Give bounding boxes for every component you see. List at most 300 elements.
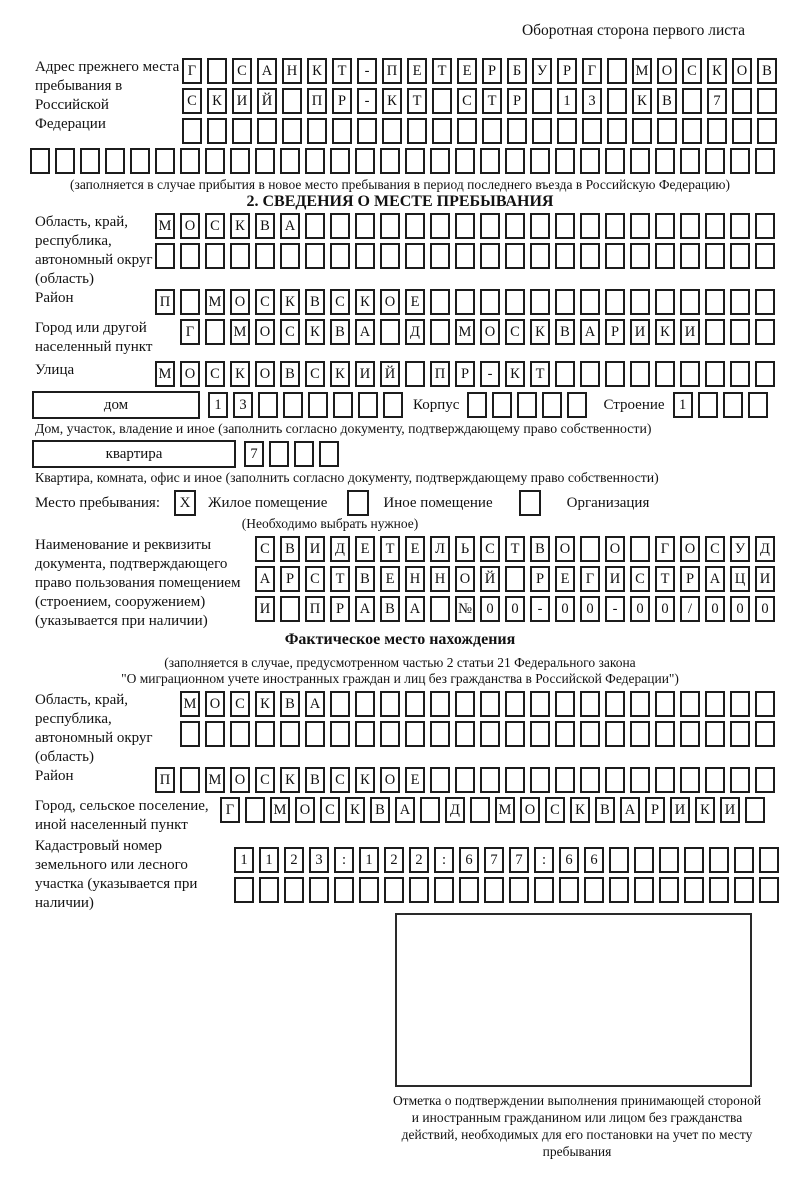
char-cell[interactable] xyxy=(383,392,403,418)
char-cell[interactable] xyxy=(330,148,350,174)
char-cell[interactable] xyxy=(430,213,450,239)
char-cell[interactable] xyxy=(745,797,765,823)
char-cell[interactable] xyxy=(405,213,425,239)
char-cell[interactable] xyxy=(530,721,550,747)
char-cell[interactable]: В xyxy=(305,289,325,315)
char-cell[interactable]: О xyxy=(230,767,250,793)
char-cell[interactable] xyxy=(659,847,679,873)
char-cell[interactable] xyxy=(305,213,325,239)
char-cell[interactable] xyxy=(330,213,350,239)
char-cell[interactable] xyxy=(257,118,277,144)
char-cell[interactable]: К xyxy=(505,361,525,387)
char-cell[interactable]: Т xyxy=(655,566,675,592)
char-cell[interactable]: С xyxy=(682,58,702,84)
char-cell[interactable]: К xyxy=(280,289,300,315)
char-cell[interactable]: Е xyxy=(405,289,425,315)
char-cell[interactable] xyxy=(723,392,743,418)
char-cell[interactable] xyxy=(655,213,675,239)
char-cell[interactable]: - xyxy=(530,596,550,622)
char-cell[interactable] xyxy=(409,877,429,903)
char-cell[interactable]: 6 xyxy=(559,847,579,873)
char-cell[interactable]: Ц xyxy=(730,566,750,592)
char-cell[interactable] xyxy=(505,721,525,747)
char-cell[interactable] xyxy=(605,243,625,269)
char-cell[interactable]: С xyxy=(630,566,650,592)
char-cell[interactable] xyxy=(480,148,500,174)
char-cell[interactable] xyxy=(380,691,400,717)
char-cell[interactable]: 7 xyxy=(707,88,727,114)
char-cell[interactable]: С xyxy=(255,289,275,315)
char-cell[interactable]: С xyxy=(305,361,325,387)
char-cell[interactable]: Й xyxy=(480,566,500,592)
char-cell[interactable] xyxy=(430,289,450,315)
char-cell[interactable] xyxy=(305,148,325,174)
char-cell[interactable]: Й xyxy=(380,361,400,387)
char-cell[interactable]: Г xyxy=(580,566,600,592)
char-cell[interactable]: А xyxy=(255,566,275,592)
char-cell[interactable]: : xyxy=(334,847,354,873)
char-cell[interactable] xyxy=(680,148,700,174)
char-cell[interactable] xyxy=(305,721,325,747)
char-cell[interactable]: В xyxy=(280,361,300,387)
char-cell[interactable] xyxy=(730,213,750,239)
char-cell[interactable] xyxy=(505,691,525,717)
char-cell[interactable]: П xyxy=(155,289,175,315)
char-cell[interactable]: М xyxy=(495,797,515,823)
char-cell[interactable] xyxy=(180,721,200,747)
char-cell[interactable] xyxy=(430,319,450,345)
char-cell[interactable]: Л xyxy=(430,536,450,562)
char-cell[interactable] xyxy=(505,289,525,315)
char-cell[interactable] xyxy=(655,691,675,717)
char-cell[interactable]: С xyxy=(545,797,565,823)
char-cell[interactable] xyxy=(532,118,552,144)
char-cell[interactable] xyxy=(709,847,729,873)
char-cell[interactable]: С xyxy=(330,767,350,793)
char-cell[interactable] xyxy=(358,392,378,418)
char-cell[interactable] xyxy=(455,243,475,269)
char-cell[interactable]: К xyxy=(695,797,715,823)
char-cell[interactable] xyxy=(380,243,400,269)
char-cell[interactable] xyxy=(517,392,537,418)
char-cell[interactable] xyxy=(380,319,400,345)
char-cell[interactable] xyxy=(730,289,750,315)
char-cell[interactable] xyxy=(730,721,750,747)
char-cell[interactable] xyxy=(530,243,550,269)
char-cell[interactable]: 1 xyxy=(359,847,379,873)
char-cell[interactable]: К xyxy=(570,797,590,823)
char-cell[interactable]: Е xyxy=(407,58,427,84)
char-cell[interactable] xyxy=(759,877,779,903)
char-cell[interactable]: К xyxy=(632,88,652,114)
char-cell[interactable] xyxy=(230,243,250,269)
char-cell[interactable] xyxy=(682,88,702,114)
char-cell[interactable] xyxy=(332,118,352,144)
char-cell[interactable] xyxy=(509,877,529,903)
char-cell[interactable] xyxy=(734,847,754,873)
char-cell[interactable] xyxy=(180,243,200,269)
char-cell[interactable]: И xyxy=(605,566,625,592)
char-cell[interactable]: В xyxy=(380,596,400,622)
char-cell[interactable] xyxy=(630,536,650,562)
char-cell[interactable]: О xyxy=(455,566,475,592)
char-cell[interactable]: О xyxy=(180,213,200,239)
char-cell[interactable] xyxy=(755,148,775,174)
char-cell[interactable]: / xyxy=(680,596,700,622)
char-cell[interactable] xyxy=(630,289,650,315)
char-cell[interactable]: О xyxy=(480,319,500,345)
char-cell[interactable] xyxy=(80,148,100,174)
char-cell[interactable] xyxy=(580,767,600,793)
char-cell[interactable]: С xyxy=(505,319,525,345)
char-cell[interactable] xyxy=(505,213,525,239)
char-cell[interactable] xyxy=(657,118,677,144)
char-cell[interactable]: С xyxy=(232,58,252,84)
char-cell[interactable]: Р xyxy=(280,566,300,592)
char-cell[interactable]: К xyxy=(305,319,325,345)
char-cell[interactable]: Р xyxy=(455,361,475,387)
char-cell[interactable]: Д xyxy=(755,536,775,562)
char-cell[interactable] xyxy=(484,877,504,903)
char-cell[interactable]: 3 xyxy=(309,847,329,873)
char-cell[interactable]: И xyxy=(720,797,740,823)
char-cell[interactable] xyxy=(380,148,400,174)
char-cell[interactable]: В xyxy=(255,213,275,239)
char-cell[interactable]: И xyxy=(755,566,775,592)
char-cell[interactable]: Р xyxy=(605,319,625,345)
char-cell[interactable]: 1 xyxy=(208,392,228,418)
char-cell[interactable]: С xyxy=(280,319,300,345)
char-cell[interactable]: А xyxy=(257,58,277,84)
char-cell[interactable]: О xyxy=(255,319,275,345)
char-cell[interactable]: 0 xyxy=(480,596,500,622)
char-cell[interactable]: С xyxy=(480,536,500,562)
char-cell[interactable] xyxy=(282,88,302,114)
char-cell[interactable] xyxy=(180,148,200,174)
char-cell[interactable]: О xyxy=(295,797,315,823)
char-cell[interactable]: О xyxy=(732,58,752,84)
char-cell[interactable]: : xyxy=(534,847,554,873)
char-cell[interactable] xyxy=(467,392,487,418)
char-cell[interactable] xyxy=(455,691,475,717)
char-cell[interactable] xyxy=(480,243,500,269)
char-cell[interactable] xyxy=(757,118,777,144)
char-cell[interactable]: У xyxy=(730,536,750,562)
char-cell[interactable] xyxy=(319,441,339,467)
char-cell[interactable]: В xyxy=(305,767,325,793)
char-cell[interactable] xyxy=(730,243,750,269)
char-cell[interactable] xyxy=(180,289,200,315)
char-cell[interactable] xyxy=(530,767,550,793)
char-cell[interactable]: А xyxy=(280,213,300,239)
char-cell[interactable]: 0 xyxy=(755,596,775,622)
char-cell[interactable] xyxy=(294,441,314,467)
char-cell[interactable] xyxy=(567,392,587,418)
char-cell[interactable] xyxy=(155,148,175,174)
char-cell[interactable]: И xyxy=(232,88,252,114)
char-cell[interactable]: Й xyxy=(257,88,277,114)
char-cell[interactable] xyxy=(755,289,775,315)
char-cell[interactable]: В xyxy=(280,691,300,717)
char-cell[interactable] xyxy=(30,148,50,174)
char-cell[interactable] xyxy=(470,797,490,823)
char-cell[interactable]: П xyxy=(155,767,175,793)
char-cell[interactable]: 1 xyxy=(259,847,279,873)
char-cell[interactable]: Б xyxy=(507,58,527,84)
char-cell[interactable]: Ь xyxy=(455,536,475,562)
char-cell[interactable] xyxy=(755,319,775,345)
char-cell[interactable] xyxy=(680,213,700,239)
char-cell[interactable]: С xyxy=(182,88,202,114)
char-cell[interactable]: П xyxy=(305,596,325,622)
char-cell[interactable]: П xyxy=(307,88,327,114)
char-cell[interactable] xyxy=(730,767,750,793)
char-cell[interactable]: - xyxy=(357,88,377,114)
char-cell[interactable]: Р xyxy=(680,566,700,592)
char-cell[interactable] xyxy=(730,361,750,387)
char-cell[interactable] xyxy=(580,289,600,315)
char-cell[interactable] xyxy=(732,118,752,144)
char-cell[interactable] xyxy=(634,847,654,873)
char-cell[interactable] xyxy=(355,148,375,174)
char-cell[interactable] xyxy=(707,118,727,144)
char-cell[interactable]: Р xyxy=(330,596,350,622)
char-cell[interactable]: А xyxy=(580,319,600,345)
char-cell[interactable] xyxy=(505,767,525,793)
char-cell[interactable]: П xyxy=(382,58,402,84)
char-cell[interactable]: С xyxy=(255,536,275,562)
char-cell[interactable] xyxy=(605,721,625,747)
checkbox-residential[interactable]: X xyxy=(174,490,196,516)
char-cell[interactable]: И xyxy=(305,536,325,562)
char-cell[interactable] xyxy=(682,118,702,144)
char-cell[interactable] xyxy=(607,58,627,84)
char-cell[interactable]: В xyxy=(280,536,300,562)
char-cell[interactable] xyxy=(330,243,350,269)
char-cell[interactable]: Н xyxy=(430,566,450,592)
char-cell[interactable]: А xyxy=(395,797,415,823)
char-cell[interactable] xyxy=(684,847,704,873)
char-cell[interactable]: И xyxy=(355,361,375,387)
char-cell[interactable] xyxy=(630,243,650,269)
char-cell[interactable]: 6 xyxy=(584,847,604,873)
char-cell[interactable] xyxy=(605,289,625,315)
char-cell[interactable] xyxy=(630,691,650,717)
char-cell[interactable]: Т xyxy=(505,536,525,562)
char-cell[interactable]: : xyxy=(434,847,454,873)
char-cell[interactable] xyxy=(605,148,625,174)
char-cell[interactable] xyxy=(230,721,250,747)
char-cell[interactable]: О xyxy=(680,536,700,562)
char-cell[interactable] xyxy=(705,289,725,315)
char-cell[interactable]: 1 xyxy=(234,847,254,873)
char-cell[interactable] xyxy=(455,767,475,793)
char-cell[interactable]: 0 xyxy=(555,596,575,622)
char-cell[interactable]: Г xyxy=(582,58,602,84)
char-cell[interactable] xyxy=(755,243,775,269)
char-cell[interactable] xyxy=(655,767,675,793)
char-cell[interactable] xyxy=(455,721,475,747)
char-cell[interactable]: С xyxy=(230,691,250,717)
char-cell[interactable] xyxy=(582,118,602,144)
char-cell[interactable]: № xyxy=(455,596,475,622)
char-cell[interactable]: К xyxy=(707,58,727,84)
char-cell[interactable] xyxy=(655,361,675,387)
char-cell[interactable] xyxy=(430,596,450,622)
char-cell[interactable]: 0 xyxy=(630,596,650,622)
char-cell[interactable] xyxy=(355,691,375,717)
char-cell[interactable]: А xyxy=(355,596,375,622)
char-cell[interactable]: К xyxy=(230,213,250,239)
char-cell[interactable] xyxy=(757,88,777,114)
char-cell[interactable]: В xyxy=(330,319,350,345)
char-cell[interactable]: А xyxy=(405,596,425,622)
char-cell[interactable]: 0 xyxy=(655,596,675,622)
char-cell[interactable] xyxy=(380,721,400,747)
char-cell[interactable] xyxy=(280,243,300,269)
char-cell[interactable] xyxy=(748,392,768,418)
char-cell[interactable]: И xyxy=(680,319,700,345)
char-cell[interactable] xyxy=(55,148,75,174)
char-cell[interactable]: С xyxy=(705,536,725,562)
char-cell[interactable] xyxy=(655,721,675,747)
char-cell[interactable]: О xyxy=(380,289,400,315)
char-cell[interactable]: 0 xyxy=(505,596,525,622)
char-cell[interactable]: К xyxy=(355,767,375,793)
char-cell[interactable] xyxy=(680,691,700,717)
char-cell[interactable] xyxy=(530,148,550,174)
char-cell[interactable]: И xyxy=(670,797,690,823)
char-cell[interactable] xyxy=(180,767,200,793)
char-cell[interactable] xyxy=(384,877,404,903)
char-cell[interactable]: Д xyxy=(445,797,465,823)
char-cell[interactable] xyxy=(207,58,227,84)
char-cell[interactable] xyxy=(355,213,375,239)
char-cell[interactable] xyxy=(630,361,650,387)
char-cell[interactable] xyxy=(207,118,227,144)
char-cell[interactable]: К xyxy=(530,319,550,345)
checkbox-other-premises[interactable] xyxy=(347,490,369,516)
char-cell[interactable] xyxy=(659,877,679,903)
char-cell[interactable]: К xyxy=(280,767,300,793)
char-cell[interactable] xyxy=(555,243,575,269)
char-cell[interactable] xyxy=(555,691,575,717)
char-cell[interactable] xyxy=(405,243,425,269)
char-cell[interactable] xyxy=(258,392,278,418)
char-cell[interactable]: 0 xyxy=(730,596,750,622)
char-cell[interactable] xyxy=(432,88,452,114)
char-cell[interactable] xyxy=(605,767,625,793)
char-cell[interactable]: О xyxy=(520,797,540,823)
char-cell[interactable] xyxy=(430,767,450,793)
char-cell[interactable]: Е xyxy=(405,536,425,562)
char-cell[interactable] xyxy=(632,118,652,144)
char-cell[interactable]: Г xyxy=(655,536,675,562)
char-cell[interactable]: Е xyxy=(380,566,400,592)
char-cell[interactable] xyxy=(557,118,577,144)
char-cell[interactable] xyxy=(333,392,353,418)
char-cell[interactable]: Т xyxy=(332,58,352,84)
char-cell[interactable] xyxy=(630,721,650,747)
char-cell[interactable]: 2 xyxy=(384,847,404,873)
char-cell[interactable] xyxy=(607,118,627,144)
char-cell[interactable] xyxy=(680,767,700,793)
char-cell[interactable] xyxy=(480,213,500,239)
char-cell[interactable]: Г xyxy=(180,319,200,345)
char-cell[interactable] xyxy=(284,877,304,903)
char-cell[interactable] xyxy=(307,118,327,144)
char-cell[interactable]: В xyxy=(757,58,777,84)
char-cell[interactable] xyxy=(580,148,600,174)
char-cell[interactable] xyxy=(480,691,500,717)
char-cell[interactable] xyxy=(330,721,350,747)
char-cell[interactable]: С xyxy=(320,797,340,823)
char-cell[interactable] xyxy=(755,213,775,239)
char-cell[interactable]: С xyxy=(205,361,225,387)
char-cell[interactable]: А xyxy=(355,319,375,345)
char-cell[interactable]: В xyxy=(555,319,575,345)
char-cell[interactable]: М xyxy=(230,319,250,345)
char-cell[interactable]: Е xyxy=(405,767,425,793)
char-cell[interactable] xyxy=(355,721,375,747)
char-cell[interactable] xyxy=(732,88,752,114)
char-cell[interactable]: 1 xyxy=(673,392,693,418)
char-cell[interactable]: 3 xyxy=(233,392,253,418)
char-cell[interactable] xyxy=(730,148,750,174)
char-cell[interactable] xyxy=(480,721,500,747)
char-cell[interactable]: С xyxy=(255,767,275,793)
char-cell[interactable]: - xyxy=(605,596,625,622)
char-cell[interactable]: Т xyxy=(432,58,452,84)
char-cell[interactable]: Г xyxy=(220,797,240,823)
char-cell[interactable]: Г xyxy=(182,58,202,84)
char-cell[interactable]: К xyxy=(230,361,250,387)
char-cell[interactable] xyxy=(755,691,775,717)
char-cell[interactable] xyxy=(355,243,375,269)
char-cell[interactable] xyxy=(357,118,377,144)
char-cell[interactable] xyxy=(755,361,775,387)
char-cell[interactable] xyxy=(359,877,379,903)
char-cell[interactable]: Т xyxy=(407,88,427,114)
char-cell[interactable]: В xyxy=(355,566,375,592)
char-cell[interactable]: К xyxy=(255,691,275,717)
char-cell[interactable] xyxy=(380,213,400,239)
char-cell[interactable] xyxy=(532,88,552,114)
char-cell[interactable] xyxy=(334,877,354,903)
char-cell[interactable] xyxy=(455,148,475,174)
char-cell[interactable]: В xyxy=(370,797,390,823)
char-cell[interactable] xyxy=(182,118,202,144)
char-cell[interactable] xyxy=(420,797,440,823)
char-cell[interactable]: М xyxy=(155,213,175,239)
char-cell[interactable]: М xyxy=(270,797,290,823)
char-cell[interactable]: 7 xyxy=(509,847,529,873)
char-cell[interactable] xyxy=(405,148,425,174)
char-cell[interactable] xyxy=(684,877,704,903)
char-cell[interactable] xyxy=(280,721,300,747)
char-cell[interactable]: Р xyxy=(645,797,665,823)
char-cell[interactable]: 2 xyxy=(284,847,304,873)
char-cell[interactable] xyxy=(755,721,775,747)
char-cell[interactable] xyxy=(459,877,479,903)
char-cell[interactable]: Д xyxy=(330,536,350,562)
char-cell[interactable] xyxy=(630,213,650,239)
char-cell[interactable]: К xyxy=(355,289,375,315)
char-cell[interactable] xyxy=(630,767,650,793)
char-cell[interactable] xyxy=(492,392,512,418)
char-cell[interactable] xyxy=(555,721,575,747)
char-cell[interactable]: 3 xyxy=(582,88,602,114)
